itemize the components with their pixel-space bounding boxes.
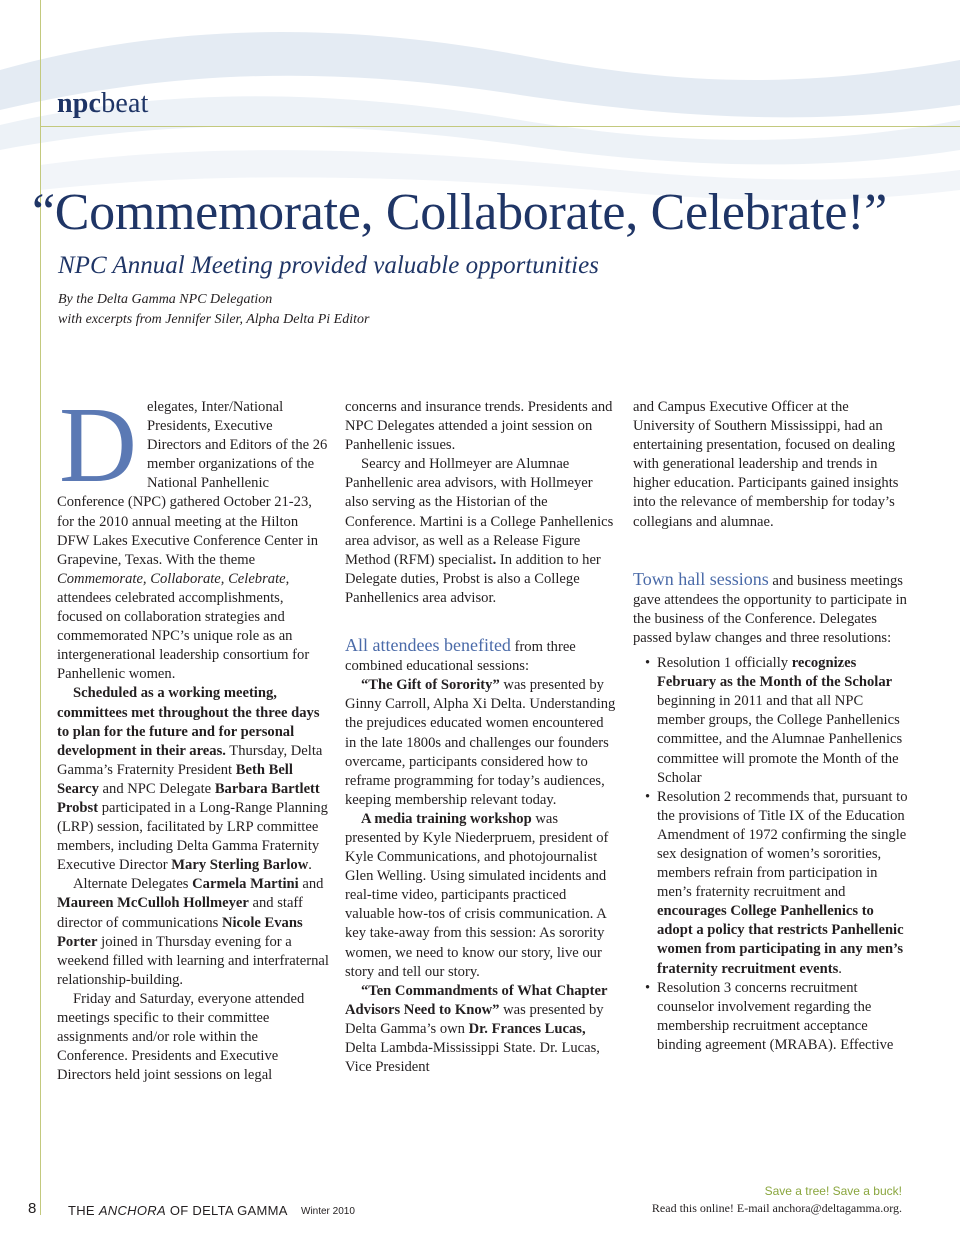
session-ten-commandments: “Ten Commandments of What Chapter Advisors Need to Know” was presented by Delta Gamma’s own Dr. Frances Lucas, Delta Lambda-Mississippi State. Dr. Lucas, Vice President <box>345 982 608 1076</box>
attendees-paragraph: All attendees benefited from three combined educational sessions: <box>345 635 576 675</box>
session-media-training: A media training workshop was presented by Kyle Niederpruem, president of Kyle Communications, and photojournalist Glen Welling. Using simulated incidents and real-time video, participants practiced valuable how-tos of crisis communication. A key take-away from this session: As sorority women, we need to know our story, live our story and tell our story. <box>345 810 609 980</box>
list-item: • Resolution 3 concerns recruitment counselor involvement regarding the membership recruitment acceptance binding agreement (MRABA). Effective <box>657 979 908 1055</box>
byline: By the Delta Gamma NPC Delegation with excerpts from Jennifer Siler, Alpha Delta Pi Editor <box>58 292 370 327</box>
subhead-town-hall: Town hall sessions <box>633 568 769 589</box>
resolutions-list <box>633 654 908 1055</box>
save-a-tree-note: Save a tree! Save a buck! <box>764 1184 902 1198</box>
continued-paragraph: concerns and insurance trends. Presidents and NPC Delegates attended a joint session on Panhellenic issues. <box>345 399 613 454</box>
session-gift-of-sorority: “The Gift of Sorority” was presented by Ginny Carroll, Alpha Xi Delta. Understanding the prejudices educated women encountered in the late 1800s and challenges our founders overcame, participants considered how to reframe programming for today’s audiences, keeping membership relevant today. <box>345 677 616 808</box>
advisors-paragraph: Searcy and Hollmeyer are Alumnae Panhellenic area advisors, with Hollmeyer also serving as the Historian of the Conference. Martini is a College Panhellenics area advisor, as well as a Release Figure Method (RFM) specialist. In addition to her Delegate duties, Probst is also a College Panhellenics area advisor. <box>345 456 614 606</box>
header-rule <box>40 126 960 127</box>
list-item: • Resolution 2 recommends that, pursuant to the provisions of Title IX of the Education Amendment of 1972 confirming the single sex designation of women’s sororities, members refrain from participation in men’s fraternity recruitment and encourages College Panhellenics to adopt a policy that restricts Panhellenic women from participating in any men’s fraternity recruitment events. <box>657 788 908 979</box>
working-meeting-paragraph: Scheduled as a working meeting, committees met throughout the three days to plan for the future and for personal development in their areas. Thursday, Delta Gamma’s Fraternity President Beth Bell Searcy and NPC Delegate Barbara Bartlett Probst participated in a Long-Range Planning (LRP) session, facilitated by LRP committee members, including Delta Gamma Fraternity Executive Director Mary Sterling Barlow. <box>57 685 328 874</box>
friday-saturday-paragraph: Friday and Saturday, everyone attended meetings specific to their committee assignments and/or role within the Conference. Presidents and Executive Directors held joint sessions on legal <box>57 990 305 1084</box>
intro-paragraph: Delegates, Inter/National Presidents, Executive Directors and Editors of the 26 member organizations of the National Panhellenic Conference (NPC) gathered October 21-23, for the 2010 annual meeting at the Hilton DFW Lakes Executive Conference Center in Grapevine, Texas. With the theme Commemorate, Collaborate, Celebrate, attendees celebrated accomplishments, focused on collaboration strategies and commemorated NPC’s unique role as an intergenerational leadership consortium for Panhellenic women. <box>57 386 328 683</box>
page-number: 8 <box>28 1200 37 1217</box>
subhead-attendees: All attendees benefited <box>345 635 511 656</box>
list-item: • Resolution 1 officially recognizes February as the Month of the Scholar beginning in 2011 and that all NPC member groups, the College Panhellenics committee, and the Alumnae Panhellenics committee will promote the Month of the Scholar <box>657 654 908 788</box>
section-label: npcbeat <box>57 88 149 119</box>
magazine-title: THE ANCHORA OF DELTA GAMMA <box>68 1203 288 1218</box>
column-3 <box>633 398 908 1055</box>
alternate-delegates-paragraph: Alternate Delegates Carmela Martini and Maureen McCulloh Hollmeyer and staff director of communications Nicole Evans Porter joined in Thursday evening for a weekend filled with learning and interfraternal relationship-building. <box>57 876 329 988</box>
issue-label: Winter 2010 <box>301 1206 355 1217</box>
lucas-paragraph: and Campus Executive Officer at the University of Southern Mississippi, had an entertaining presentation, focused on dealing with generational leadership and trends in higher education. Participants gained insights into the relevance of membership for today’s collegians and alumnae. <box>633 399 899 530</box>
column-1 <box>57 386 330 1085</box>
article-title: “Commemorate, Collaborate, Celebrate!” <box>32 184 887 241</box>
read-online-note: Read this online! E-mail anchora@deltagamma.org. <box>651 1201 902 1215</box>
vertical-rule <box>40 0 41 1215</box>
column-2 <box>345 398 617 1077</box>
town-hall-paragraph: Town hall sessions and business meetings gave attendees the opportunity to participate in the business of the Conference. Delegates passed bylaw changes and three resolutions: <box>633 568 907 646</box>
article-subtitle: NPC Annual Meeting provided valuable opportunities <box>58 252 599 279</box>
drop-cap: D <box>59 386 137 505</box>
